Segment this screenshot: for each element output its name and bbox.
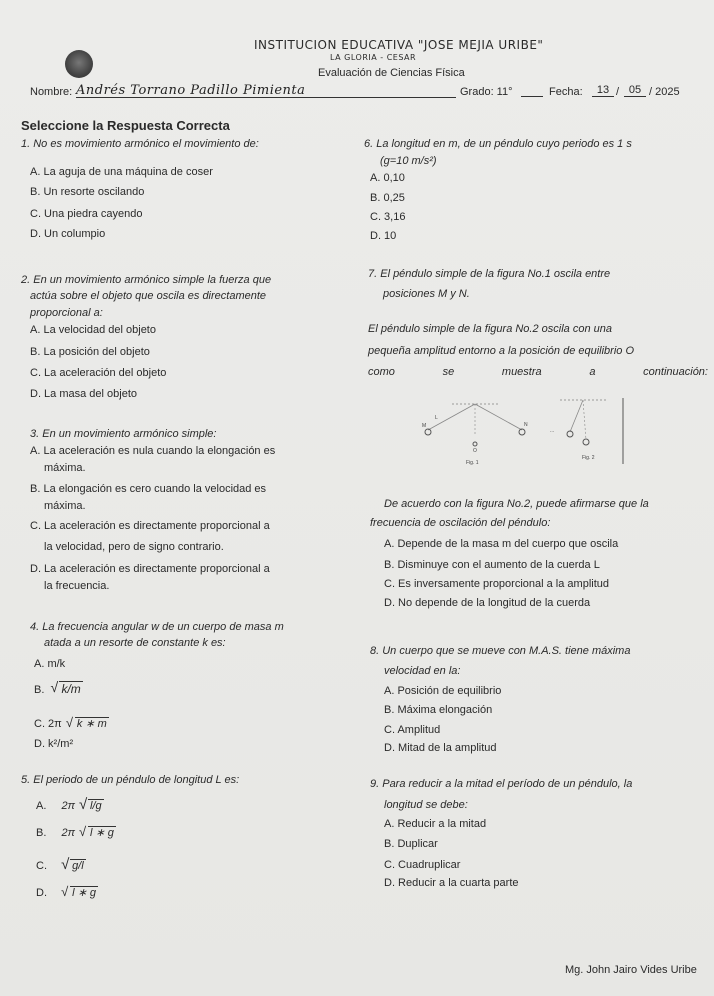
q9-option-b[interactable]: B. Duplicar bbox=[384, 838, 438, 850]
q6-stem: 6. La longitud en m, de un péndulo cuyo periodo es 1 s bbox=[364, 138, 632, 150]
date-month: 05 bbox=[624, 84, 646, 97]
q7-option-d[interactable]: D. No depende de la longitud de la cuerda bbox=[384, 597, 591, 609]
q9-option-a[interactable]: A. Reducir a la mitad bbox=[384, 818, 487, 830]
q6-option-b[interactable]: B. 0,25 bbox=[370, 192, 405, 204]
q7-stem-line1: 7. El péndulo simple de la figura No.1 oscila entre bbox=[368, 268, 611, 280]
q9-option-c[interactable]: C. Cuadruplicar bbox=[384, 859, 461, 871]
date-label: Fecha: bbox=[549, 86, 583, 98]
q2-option-b[interactable]: B. La posición del objeto bbox=[30, 346, 150, 358]
q6-option-d[interactable]: D. 10 bbox=[370, 230, 397, 242]
q5-d-sqrt: √ l ∗ g bbox=[61, 884, 96, 899]
q5-stem: 5. El periodo de un péndulo de longitud L es: bbox=[21, 774, 240, 786]
q7-question-line1: De acuerdo con la figura No.2, puede afirmarse que la bbox=[384, 498, 649, 510]
q8-stem-line1: 8. Un cuerpo que se mueve con M.A.S. tiene máxima bbox=[370, 645, 631, 657]
fig1-l-label: L bbox=[435, 415, 438, 421]
q5-option-d[interactable]: D. √ l ∗ g bbox=[36, 884, 96, 899]
q7-para-line2: pequeña amplitud entorno a la posición de equilibrio O bbox=[368, 345, 635, 357]
grade-label: Grado: 11° bbox=[460, 86, 513, 98]
date-year: / 2025 bbox=[649, 86, 680, 98]
q2-option-d[interactable]: D. La masa del objeto bbox=[30, 388, 138, 400]
pendulum-figures bbox=[410, 392, 680, 470]
date-day: 13 bbox=[592, 84, 614, 97]
q7-question-line2: frecuencia de oscilación del péndulo: bbox=[370, 517, 551, 529]
figure-1 bbox=[422, 404, 528, 466]
exam-title: Evaluación de Ciencias Física bbox=[318, 67, 465, 79]
fig1-caption: Fig. 1 bbox=[466, 460, 479, 466]
q6-option-c[interactable]: C. 3,16 bbox=[370, 211, 406, 223]
q4-option-b[interactable]: B. √ k/m bbox=[34, 679, 81, 696]
school-name: INSTITUCION EDUCATIVA "JOSE MEJIA URIBE" bbox=[254, 38, 544, 52]
q3-option-c-line1[interactable]: C. La aceleración es directamente proporcional a bbox=[30, 520, 270, 532]
q2-stem-line1: 2. En un movimiento armónico simple la fuerza que bbox=[21, 274, 272, 286]
q3-option-a-line2: máxima. bbox=[44, 462, 86, 474]
q3-option-b-line2: máxima. bbox=[44, 500, 86, 512]
q4-option-a[interactable]: A. m/k bbox=[34, 658, 66, 670]
q4-option-d[interactable]: D. k²/m² bbox=[34, 738, 74, 750]
q9-stem-line2: longitud se debe: bbox=[384, 799, 468, 811]
q4-stem-line1: 4. La frecuencia angular w de un cuerpo de masa m bbox=[30, 621, 284, 633]
q8-option-b[interactable]: B. Máxima elongación bbox=[384, 704, 493, 716]
q6-g-note: (g=10 m/s²) bbox=[380, 155, 437, 167]
name-label: Nombre: bbox=[30, 86, 73, 98]
section-title: Seleccione la Respuesta Correcta bbox=[21, 118, 230, 133]
q9-option-d[interactable]: D. Reducir a la cuarta parte bbox=[384, 877, 519, 889]
grade-blank bbox=[521, 96, 543, 97]
figure-2 bbox=[550, 398, 623, 464]
school-logo bbox=[65, 50, 93, 78]
q1-option-a[interactable]: A. La aguja de una máquina de coser bbox=[30, 166, 213, 178]
fig2-caption: Fig. 2 bbox=[582, 455, 595, 461]
exam-page: INSTITUCION EDUCATIVA "JOSE MEJIA URIBE" LA GLORIA - CESAR Evaluación de Ciencias Física Nombre: Andrés Torrano Padillo Pimienta Grado: 11° Fecha: 13 / 05 / 2025 Seleccione la Respuesta Correcta 1. No es movimiento armónico el movimiento de: A. La aguja de una máquina de coser B. Un resorte oscilando C. Una piedra cayendo D. Un columpio 2. En un movimiento armónico simple la fuerza que actúa sobre el objeto que oscila es directamente proporcional a: A. La velocidad del objeto B. La posición del objeto C. La aceleración del objeto D. La masa del objeto 3. En un movimiento armónico simple: A. La aceleración es nula cuando la elongación es máxima. B. La elongación es cero cuando la velocidad es máxima. C. La aceleración es directamente proporcional a la velocidad, pero de signo contrario. D. La aceleración es directamente proporcional a la frecuencia. 4. La frecuencia angular w de un cuerpo de masa m atada a un resorte de constante k es: A. m/k B. √ k/m C. 2π √ k ∗ m D. k²/m² 5. El periodo de un péndulo de longitud L es: A. 2π √ l/g B. 2π √ l ∗ g C. √ g/l D. √ l ∗ g 6. La longitud en m, de un péndulo cuyo periodo es 1 s (g=10 m/s²) A. 0,10 B. 0,25 C. 3,16 D. 10 7. El péndulo simple de la figura No.1 oscila entre posiciones M y N. El péndulo simple de la figura No.2 oscila con una pequeña amplitud entorno a la posición de equilibrio O como se muestra a continuación: M N O L Fig. 1 ... Fig. 2 De acuerdo con la figura No.2, puede afirmarse que la frecuencia de oscilación del péndulo: A. Depende de la masa m del cuerpo que oscila B. Disminuye con el aumento de la cuerda L C. Es inversamente proporcional a la amplitud D. No depende de la longitud de la cuerda 8. Un cuerpo que se mueve con M.A.S. tiene máxima velocidad en la: A. Posición de equilibrio B. Máxima elongación C. Amplitud D. Mitad de la amplitud 9. Para reducir a la mitad el período de un péndulo, la longitud se debe: A. Reducir a la mitad B. Duplicar C. Cuadruplicar D. Reducir a la cuarta parte Mg. John Jairo Vides Uribe bbox=[0, 0, 714, 996]
q8-stem-line2: velocidad en la: bbox=[384, 665, 461, 677]
q4-option-c[interactable]: C. 2π √ k ∗ m bbox=[34, 715, 107, 730]
name-value: Andrés Torrano Padillo Pimienta bbox=[76, 83, 306, 98]
q4-b-sqrt: √ k/m bbox=[50, 679, 81, 696]
q7-option-a[interactable]: A. Depende de la masa m del cuerpo que oscila bbox=[384, 538, 619, 550]
fig1-n-label: N bbox=[524, 422, 528, 428]
q3-option-a-line1[interactable]: A. La aceleración es nula cuando la elongación es bbox=[30, 445, 276, 457]
q1-option-b[interactable]: B. Un resorte oscilando bbox=[30, 186, 145, 198]
q1-option-d[interactable]: D. Un columpio bbox=[30, 228, 106, 240]
q5-option-b[interactable]: B. 2π √ l ∗ g bbox=[36, 824, 114, 839]
name-field bbox=[76, 81, 456, 98]
q3-stem: 3. En un movimiento armónico simple: bbox=[30, 428, 217, 440]
q1-stem: 1. No es movimiento armónico el movimiento de: bbox=[21, 138, 259, 150]
q7-para-line1: El péndulo simple de la figura No.2 oscila con una bbox=[368, 323, 612, 335]
q4-stem-line2: atada a un resorte de constante k es: bbox=[44, 637, 226, 649]
q5-option-a[interactable]: A. 2π √ l/g bbox=[36, 796, 102, 813]
q5-b-sqrt: √ l ∗ g bbox=[79, 824, 114, 839]
q7-para-line3: como se muestra a continuación: bbox=[368, 366, 708, 378]
q5-c-sqrt: √ g/l bbox=[61, 856, 84, 873]
q7-option-c[interactable]: C. Es inversamente proporcional a la amplitud bbox=[384, 578, 610, 590]
q3-option-d-line1[interactable]: D. La aceleración es directamente proporcional a bbox=[30, 563, 270, 575]
q7-stem-line2: posiciones M y N. bbox=[383, 288, 470, 300]
q2-option-c[interactable]: C. La aceleración del objeto bbox=[30, 367, 167, 379]
svg-text:...: ... bbox=[550, 428, 555, 434]
teacher-name: Mg. John Jairo Vides Uribe bbox=[565, 964, 697, 976]
q3-option-b-line1[interactable]: B. La elongación es cero cuando la velocidad es bbox=[30, 483, 267, 495]
q9-stem-line1: 9. Para reducir a la mitad el período de un péndulo, la bbox=[370, 778, 633, 790]
q4-c-sqrt: √ k ∗ m bbox=[65, 715, 107, 730]
fig1-m-label: M bbox=[422, 423, 427, 429]
q8-option-a[interactable]: A. Posición de equilibrio bbox=[384, 685, 502, 697]
fig1-o-label: O bbox=[473, 448, 477, 454]
q2-stem-line3: proporcional a: bbox=[30, 307, 103, 319]
q6-option-a[interactable]: A. 0,10 bbox=[370, 172, 405, 184]
q5-a-sqrt: √ l/g bbox=[79, 796, 102, 813]
q2-stem-line2: actúa sobre el objeto que oscila es directamente bbox=[30, 290, 267, 302]
q1-option-c[interactable]: C. Una piedra cayendo bbox=[30, 208, 143, 220]
q8-option-d[interactable]: D. Mitad de la amplitud bbox=[384, 742, 497, 754]
q2-option-a[interactable]: A. La velocidad del objeto bbox=[30, 324, 156, 336]
q8-option-c[interactable]: C. Amplitud bbox=[384, 724, 441, 736]
campus-name: LA GLORIA - CESAR bbox=[330, 53, 417, 62]
q7-option-b[interactable]: B. Disminuye con el aumento de la cuerda L bbox=[384, 559, 600, 571]
q3-option-d-line2: la frecuencia. bbox=[44, 580, 110, 592]
q3-option-c-line2: la velocidad, pero de signo contrario. bbox=[44, 541, 224, 553]
q5-option-c[interactable]: C. √ g/l bbox=[36, 856, 84, 873]
